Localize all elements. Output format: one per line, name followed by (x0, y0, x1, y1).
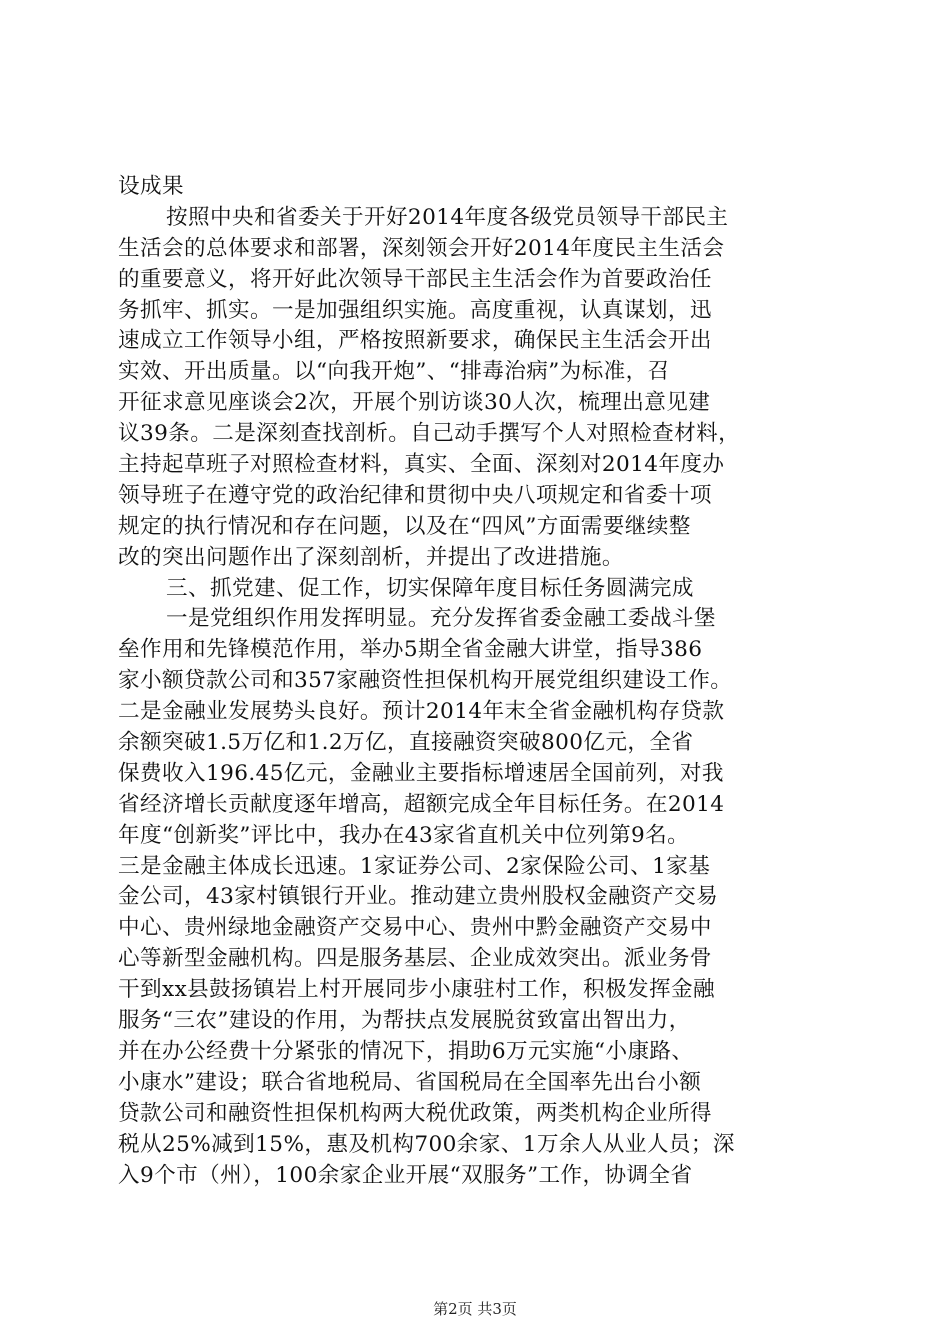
text-line: 速成立工作领导小组，严格按照新要求，确保民主生活会开出 (118, 328, 712, 354)
text-line: 按照中央和省委关于开好2014年度各级党员领导干部民主 (166, 204, 729, 230)
text-line: 入9个市（州），100余家企业开展“双服务”工作，协调全省 (118, 1162, 693, 1188)
text-line: 一是党组织作用发挥明显。充分发挥省委金融工委战斗堡 (166, 606, 716, 632)
text-line: 三、抓党建、促工作，切实保障年度目标任务圆满完成 (166, 575, 694, 601)
text-line: 领导班子在遵守党的政治纪律和贯彻中央八项规定和省委十项 (118, 482, 712, 508)
page-footer: 第2页 共3页 (433, 1300, 517, 1318)
text-line: 实效、开出质量。以“向我开炮”、“排毒治病”为标准，召 (118, 359, 670, 385)
text-line: 生活会的总体要求和部署，深刻领会开好2014年度民主生活会 (118, 235, 725, 261)
text-line: 设成果 (118, 174, 184, 199)
text-line: 余额突破1.5万亿和1.2万亿，直接融资突破800亿元，全省 (118, 730, 694, 756)
text-line: 中心、贵州绿地金融资产交易中心、贵州中黔金融资产交易中 (118, 915, 712, 941)
text-line: 务抓牢、抓实。一是加强组织实施。高度重视，认真谋划，迅 (118, 297, 712, 323)
text-line: 三是金融主体成长迅速。1家证券公司、2家保险公司、1家基 (118, 853, 711, 879)
text-line: 干到xx县鼓扬镇岩上村开展同步小康驻村工作，积极发挥金融 (118, 977, 715, 1003)
text-line: 垒作用和先锋模范作用，举办5期全省金融大讲堂，指导386 (118, 637, 703, 663)
text-line: 并在办公经费十分紧张的情况下，捐助6万元实施“小康路、 (118, 1038, 694, 1064)
text-line: 保费收入196.45亿元，金融业主要指标增速居全国前列，对我 (118, 760, 724, 786)
text-line: 小康水”建设；联合省地税局、省国税局在全国率先出台小额 (118, 1069, 702, 1095)
text-line: 议39条。二是深刻查找剖析。自己动手撰写个人对照检查材料， (118, 421, 741, 447)
text-line: 年度“创新奖”评比中，我办在43家省直机关中位列第9名。 (118, 822, 690, 848)
text-line: 二是金融业发展势头良好。预计2014年末全省金融机构存贷款 (118, 699, 725, 725)
text-line: 税从25%减到15%，惠及机构700余家、1万余人从业人员；深 (118, 1131, 735, 1157)
text-line: 心等新型金融机构。四是服务基层、企业成效突出。派业务骨 (118, 946, 712, 972)
text-line: 金公司，43家村镇银行开业。推动建立贵州股权金融资产交易 (118, 884, 719, 910)
document-body (118, 172, 848, 1191)
text-line: 省经济增长贡献度逐年增高，超额完成全年目标任务。在2014 (118, 791, 725, 817)
text-line: 规定的执行情况和存在问题，以及在“四风”方面需要继续整 (118, 513, 691, 539)
text-line: 开征求意见座谈会2次，开展个别访谈30人次，梳理出意见建 (118, 390, 711, 416)
text-line: 的重要意义，将开好此次领导干部民主生活会作为首要政治任 (118, 266, 712, 292)
text-line: 服务“三农”建设的作用，为帮扶点发展脱贫致富出智出力， (118, 1008, 691, 1034)
text-line: 主持起草班子对照检查材料，真实、全面、深刻对2014年度办 (118, 452, 725, 478)
text-line: 贷款公司和融资性担保机构两大税优政策，两类机构企业所得 (118, 1100, 712, 1126)
text-line: 改的突出问题作出了深刻剖析，并提出了改进措施。 (118, 544, 624, 570)
text-line: 家小额贷款公司和357家融资性担保机构开展党组织建设工作。 (118, 668, 733, 694)
